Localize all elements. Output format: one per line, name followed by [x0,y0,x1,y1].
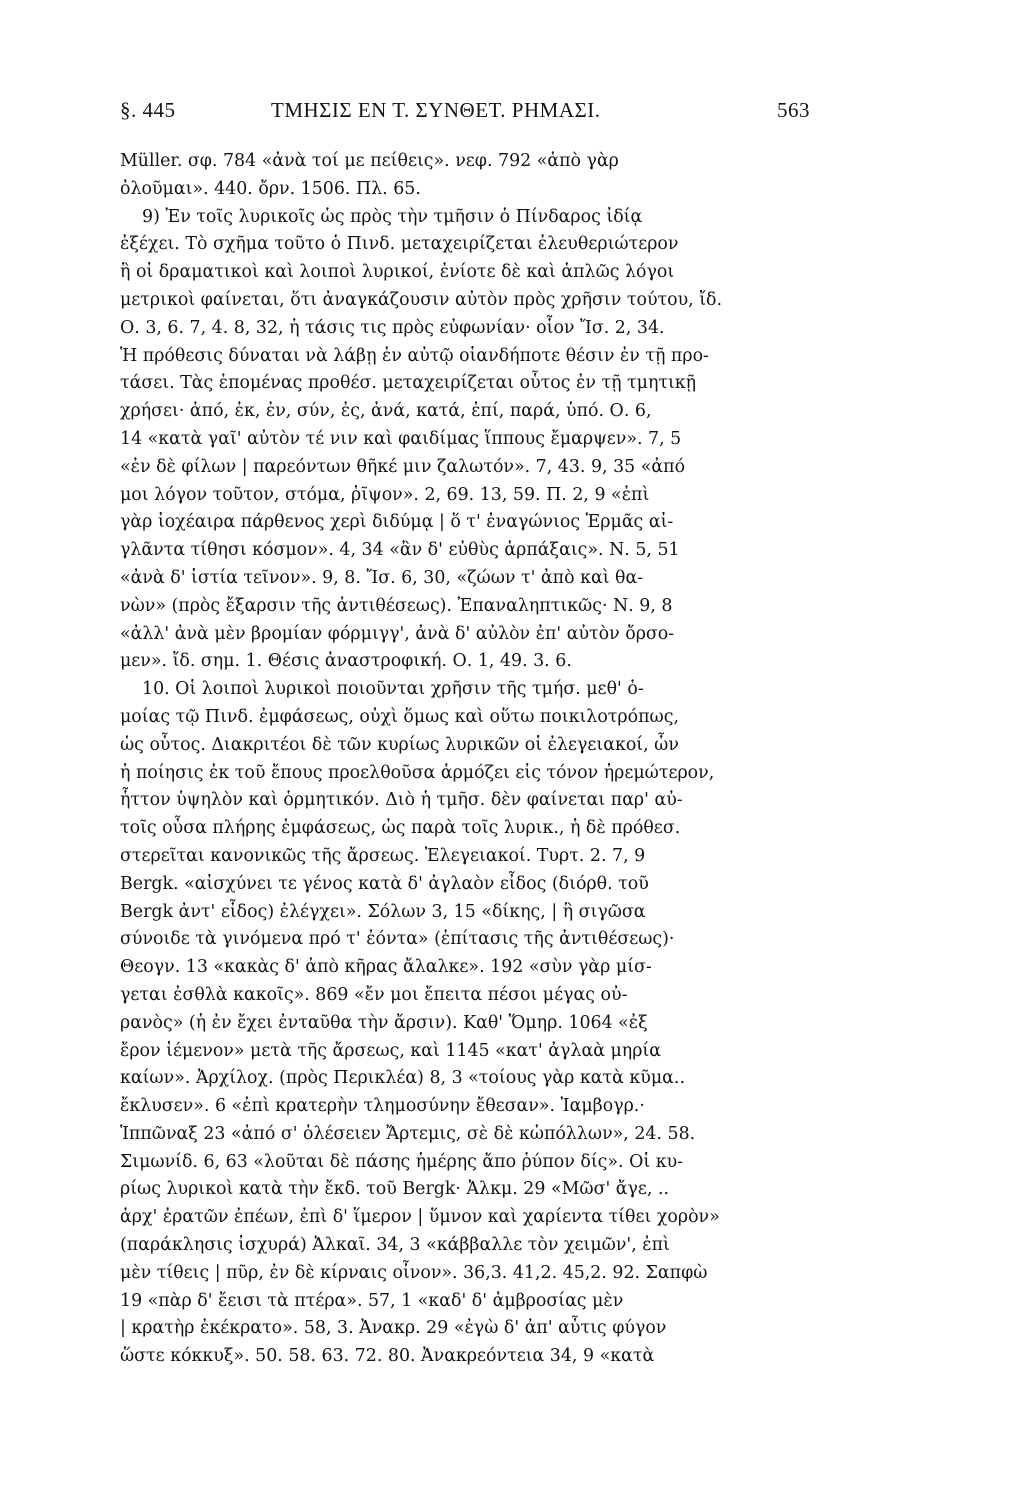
text-line: Ἱππῶναξ 23 «ἀπό σ' ὀλέσειεν Ἄρτεμις, σὲ δὲ κὠπόλλων», 24. 58. [120,1123,696,1144]
text-line: μὲν τίθεις | πῦρ, ἐν δὲ κίρναις οἶνον». 36,3. 41,2. 45,2. 92. Σαπφὼ [120,1262,708,1283]
text-line: καίων». Ἀρχίλοχ. (πρὸς Περικλέα) 8, 3 «τοίους γὰρ κατὰ κῦμα.. [120,1068,685,1089]
text-line: Ἡ πρόθεσις δύναται νὰ λάβῃ ἐν αὐτῷ οἱανδήποτε θέσιν ἐν τῇ προ- [120,345,709,366]
text-line: Bergk. «αἰσχύνει τε γένος κατὰ δ' ἀγλαὸν εἶδος (διόρθ. τοῦ [120,873,649,894]
text-line: Θεογν. 13 «κακὰς δ' ἀπὸ κῆρας ἄλαλκε». 192 «σὺν γὰρ μίσ- [120,957,652,978]
text-line: νὼν» (πρὸς ἔξαρσιν τῆς ἀντιθέσεως). Ἐπαναληπτικῶς· Ν. 9, 8 [120,595,673,616]
text-line: γεται ἐσθλὰ κακοῖς». 869 «ἔν μοι ἔπειτα πέσοι μέγας οὐ- [120,984,628,1005]
text-line: «ἐν δὲ φίλων | παρεόντων θῆκέ μιν ζαλωτόν». 7, 43. 9, 35 «ἀπό [120,456,686,477]
text-line: γὰρ ἰοχέαιρα πάρθενος χερὶ διδύμᾳ | ὅ τ' ἐναγώνιος Ἑρμᾶς αἰ- [120,512,674,533]
text-line: ἔκλυσεν». 6 «ἐπὶ κρατερὴν τλημοσύνην ἔθεσαν». Ἰαμβογρ.· [120,1096,645,1117]
text-line: 10. Οἱ λοιποὶ λυρικοὶ ποιοῦνται χρῆσιν τῆς τμήσ. μεθ' ὁ- [142,679,644,700]
text-line: μοίας τῷ Πινδ. ἐμφάσεως, οὐχὶ ὅμως καὶ οὕτω ποικιλοτρόπως, [120,706,679,727]
text-line: | κρατὴρ ἐκέκρατο». 58, 3. Ἀνακρ. 29 «ἐγὼ δ' ἀπ' αὖτις φύγον [120,1318,667,1339]
text-line: ἡ ποίησις ἐκ τοῦ ἔπους προελθοῦσα ἁρμόζει εἰς τόνον ἠρεμώτερον, [120,762,715,783]
running-header [120,98,810,138]
text-line: ἐξέχει. Τὸ σχῆμα τοῦτο ὁ Πινδ. μεταχειρίζεται ἐλευθεριώτερον [120,234,679,255]
text-line: ἢ οἱ δραματικοὶ καὶ λοιποὶ λυρικοί, ἐνίοτε δὲ καὶ ἁπλῶς λόγοι [120,262,675,283]
text-line: ρίως λυρικοὶ κατὰ τὴν ἔκδ. τοῦ Bergk· Ἀλκμ. 29 «Μῶσ' ἄγε, .. [120,1179,670,1200]
text-line: μετρικοὶ φαίνεται, ὅτι ἀναγκάζουσιν αὐτὸν πρὸς χρῆσιν τούτου, ἴδ. [120,289,723,310]
text-line: στερεῖται κανονικῶς τῆς ἄρσεως. Ἐλεγειακοί. Τυρτ. 2. 7, 9 [120,845,646,866]
text-line: 9) Ἐν τοῖς λυρικοῖς ὡς πρὸς τὴν τμῆσιν ὁ Πίνδαρος ἰδίᾳ [142,206,643,227]
section-number: §. 445 [120,98,176,122]
text-line: μοι λόγον τοῦτον, στόμα, ῥῖψον». 2, 69. 13, 59. Π. 2, 9 «ἐπὶ [120,484,650,505]
text-line: «ἀνὰ δ' ἱστία τεῖνον». 9, 8. Ἴσ. 6, 30, «ζώων τ' ἀπὸ καὶ θα- [120,567,644,588]
text-line: «ἀλλ' ἀνὰ μὲν βρομίαν φόρμιγγ', ἀνὰ δ' αὐλὸν ἐπ' αὐτὸν ὄρσο- [120,623,675,644]
text-line: Bergk ἀντ' εἶδος) ἐλέγχει». Σόλων 3, 15 «δίκης, | ἣ σιγῶσα [120,901,646,922]
text-line: ἀρχ' ἐρατῶν ἐπέων, ἐπὶ δ' ἵμερον | ὕμνον καὶ χαρίεντα τίθει χορὸν» [120,1207,720,1228]
text-line: 14 «κατὰ γαῖ' αὐτὸν τέ νιν καὶ φαιδίμας ἵππους ἔμαρψεν». 7, 5 [120,428,682,449]
text-line: Ο. 3, 6. 7, 4. 8, 32, ἡ τάσις τις πρὸς εὐφωνίαν· οἷον Ἴσ. 2, 34. [120,317,665,338]
text-line: ρανὸς» (ἡ ἐν ἔχει ἐνταῦθα τὴν ἄρσιν). Καθ' Ὅμηρ. 1064 «ἐξ [120,1012,648,1033]
text-line: ἧττον ὑψηλὸν καὶ ὁρμητικόν. Διὸ ἡ τμῆσ. δὲν φαίνεται παρ' αὐ- [120,790,683,811]
text-line: σύνοιδε τὰ γινόμενα πρό τ' ἐόντα» (ἐπίτασις τῆς ἀντιθέσεως)· [120,929,675,950]
text-line: ἔρον ἱέμενον» μετὰ τῆς ἄρσεως, καὶ 1145 «κατ' ἀγλαὰ μηρία [120,1040,661,1061]
text-line: χρήσει· ἀπό, ἐκ, ἐν, σύν, ἐς, ἀνά, κατά, ἐπί, παρά, ὑπό. Ο. 6, [120,401,652,422]
body-text [120,148,810,1371]
text-line: ὡς οὗτος. Διακριτέοι δὲ τῶν κυρίως λυρικῶν οἱ ἐλεγειακοί, ὧν [120,734,679,755]
text-line: 19 «πὰρ δ' ἔεισι τὰ πτέρα». 57, 1 «καδ' δ' ἀμβροσίας μὲν [120,1290,624,1311]
text-line: (παράκλησις ἰσχυρά) Ἀλκαῖ. 34, 3 «κάββαλλε τὸν χειμῶν', ἐπὶ [120,1235,670,1256]
text-line: ὥστε κόκκυξ». 50. 58. 63. 72. 80. Ἀνακρεόντεια 34, 9 «κατὰ [120,1346,655,1367]
running-title: ΤΜΗΣΙΣ ΕΝ Τ. ΣΥΝΘΕΤ. ΡΗΜΑΣΙ. [271,98,601,122]
text-line: ὀλοῦμαι». 440. ὄρν. 1506. Πλ. 65. [120,178,421,199]
text-line: τοῖς οὖσα πλήρης ἐμφάσεως, ὡς παρὰ τοῖς λυρικ., ἡ δὲ πρόθεσ. [120,818,681,839]
text-line: γλᾶντα τίθησι κόσμον». 4, 34 «ἂν δ' εὐθὺς ἁρπάξαις». Ν. 5, 51 [120,540,680,561]
text-line: τάσει. Τὰς ἑπομένας προθέσ. μεταχειρίζεται οὗτος ἐν τῇ τμητικῇ [120,373,697,394]
page-number: 563 [777,98,810,122]
text-line: Müller. σφ. 784 «ἀνὰ τοί με πείθεις». νεφ. 792 «ἀπὸ γὰρ [120,151,619,171]
text-line: Σιμωνίδ. 6, 63 «λοῦται δὲ πάσης ἡμέρης ἄπο ῥύπον δίς». Οἱ κυ- [120,1151,684,1172]
text-line: μεν». ἴδ. σημ. 1. Θέσις ἀναστροφική. Ο. 1, 49. 3. 6. [120,651,572,672]
